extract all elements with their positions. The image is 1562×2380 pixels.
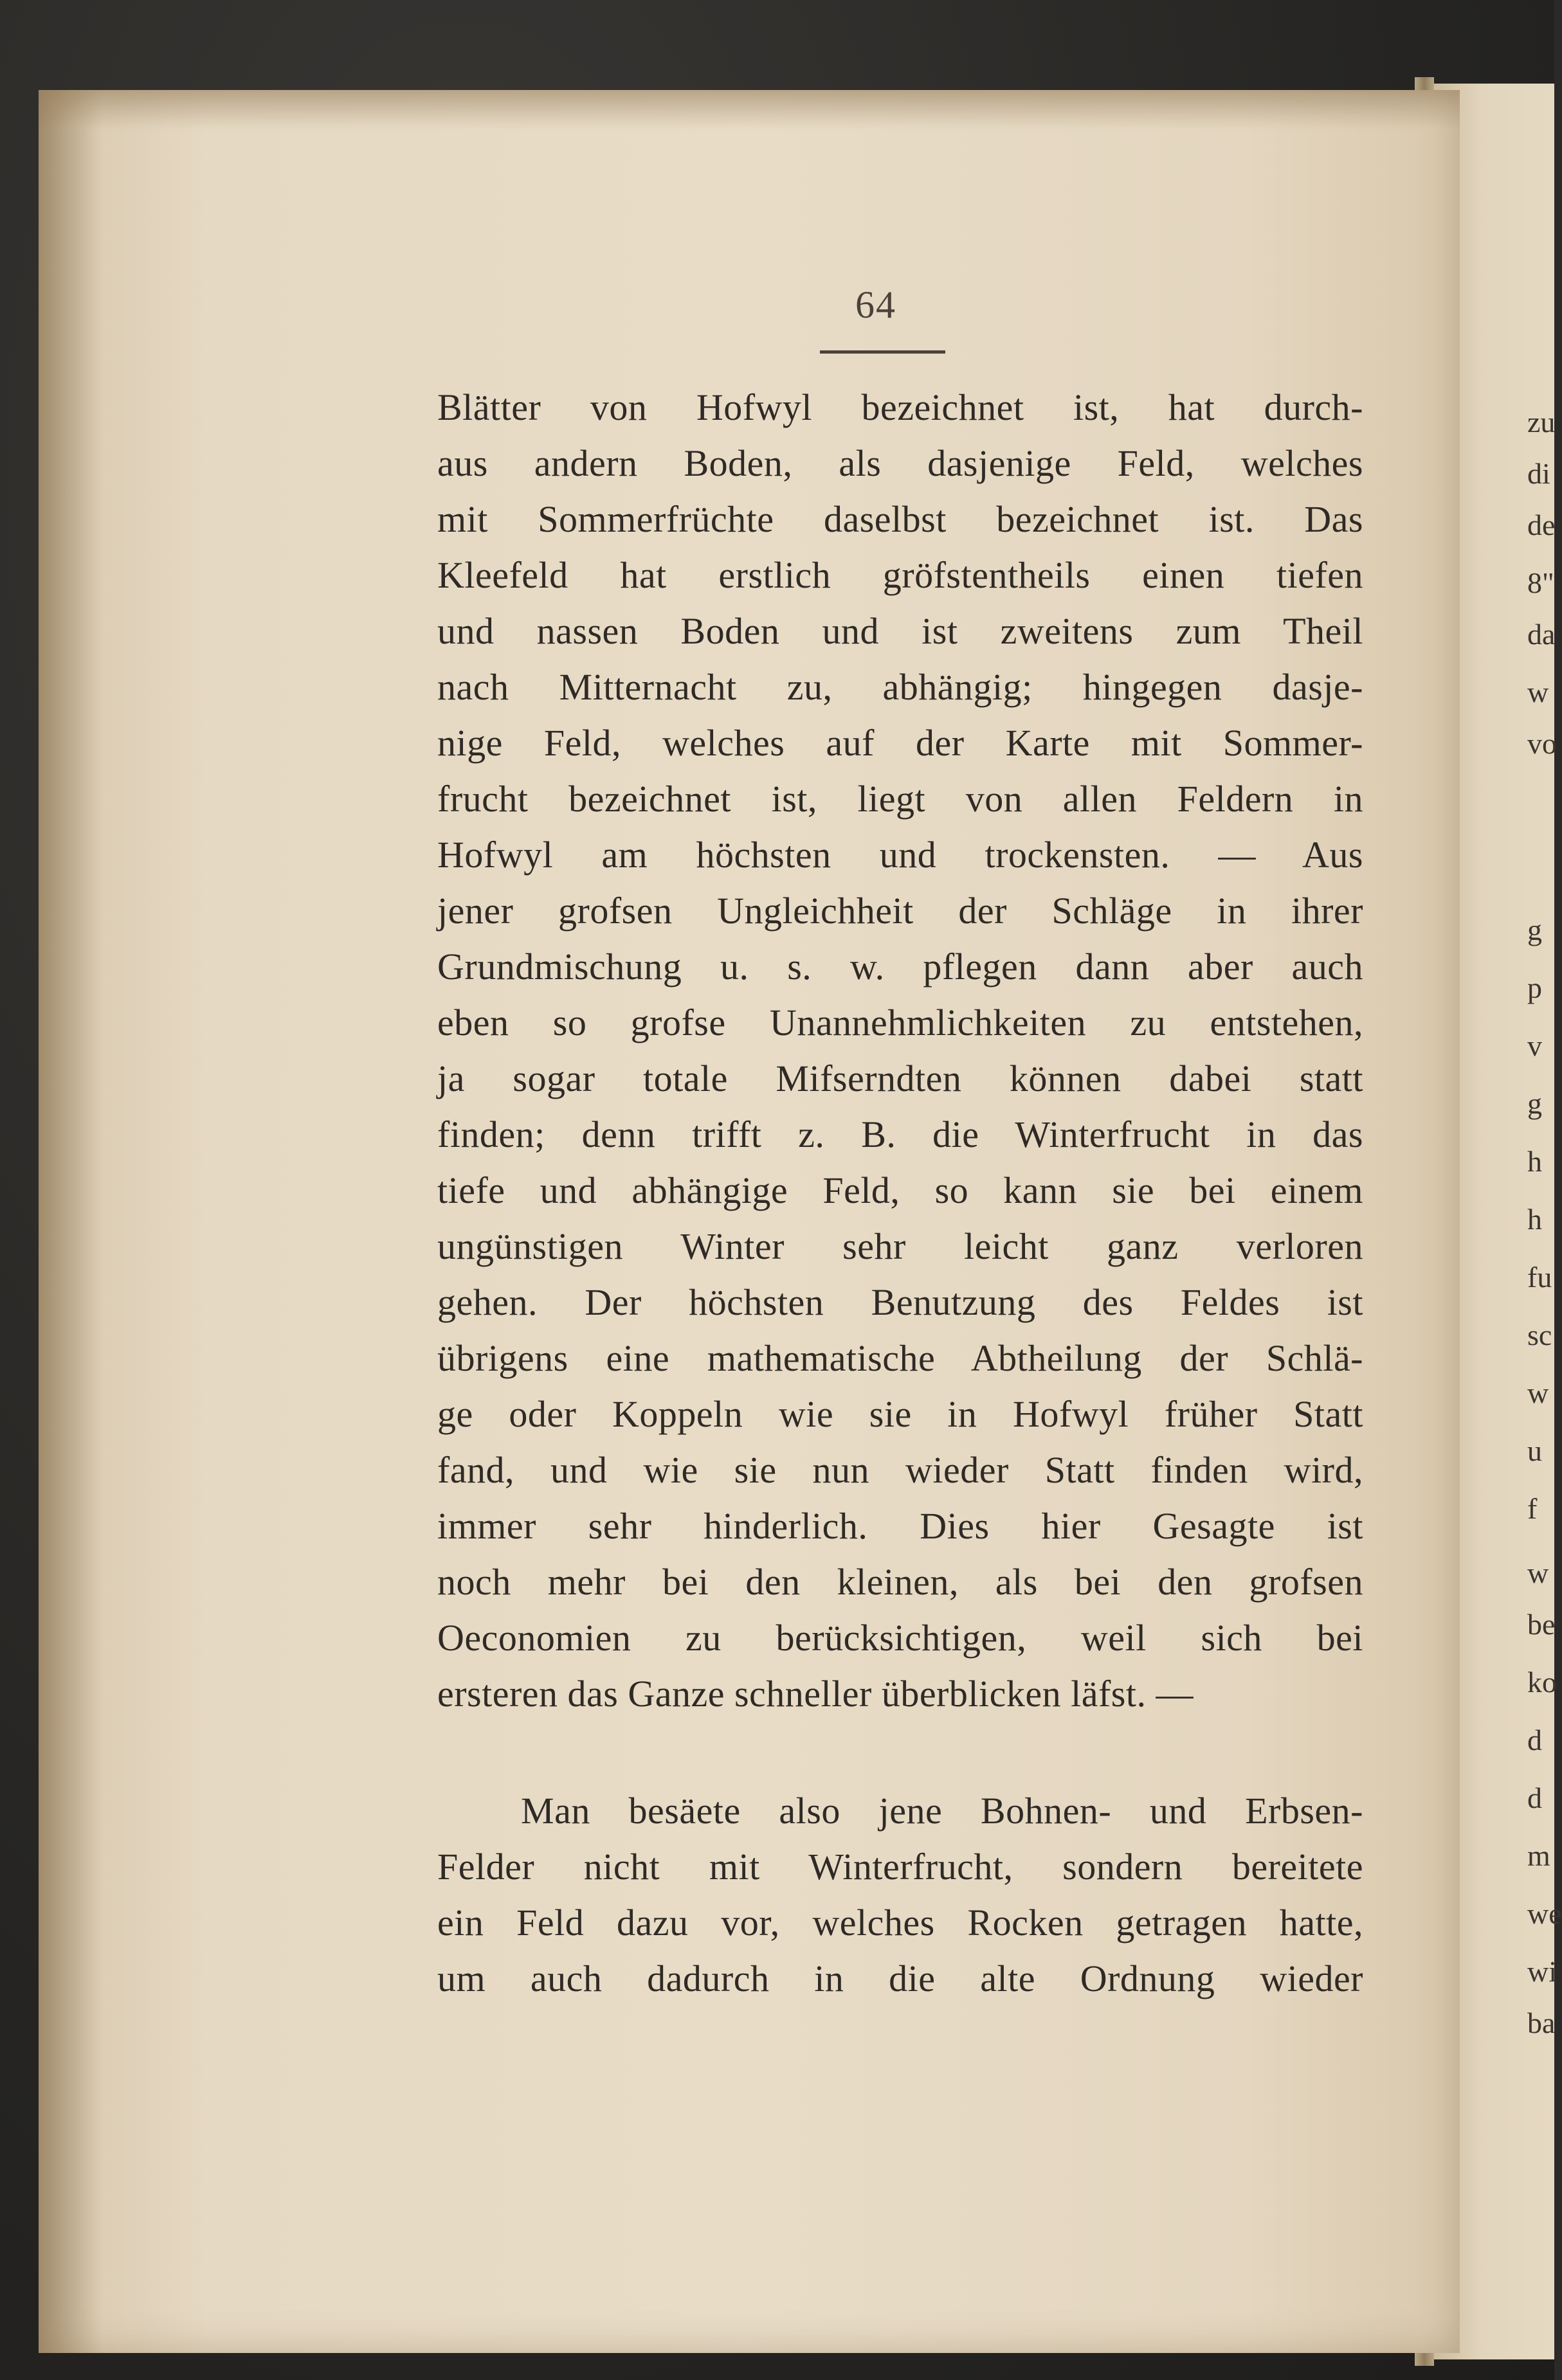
facing-page-fragment: p	[1527, 971, 1542, 1004]
text-line: und nassen Boden und ist zweitens zum Theil	[437, 610, 1363, 652]
facing-page-fragment: m	[1527, 1839, 1550, 1872]
text-line: frucht bezeichnet ist, liegt von allen Feldern in	[437, 778, 1363, 820]
text-line: Blätter von Hofwyl bezeichnet ist, hat durch-	[437, 386, 1363, 428]
text-line: fand, und wie sie nun wieder Statt finden wird,	[437, 1449, 1363, 1491]
text-line: um auch dadurch in die alte Ordnung wieder	[437, 1958, 1363, 1999]
facing-page-fragment: 8"	[1527, 566, 1554, 599]
text-line: nige Feld, welches auf der Karte mit Sommer-	[437, 722, 1363, 764]
text-line: Grundmischung u. s. w. pflegen dann aber auch	[437, 946, 1363, 987]
book-page	[39, 90, 1460, 2353]
facing-page-fragment: w	[1527, 1556, 1549, 1589]
text-line: noch mehr bei den kleinen, als bei den grofsen	[437, 1561, 1363, 1603]
page-number-rule	[820, 350, 945, 354]
facing-page-fragment: h	[1527, 1145, 1542, 1178]
text-line: ersteren das Ganze schneller überblicken läfst. —	[437, 1673, 1194, 1715]
facing-page-fragment: de	[1527, 509, 1556, 541]
page-edge-shadow	[39, 90, 103, 2353]
text-line: ungünstigen Winter sehr leicht ganz verloren	[437, 1225, 1363, 1267]
text-line: tiefe und abhängige Feld, so kann sie bei einem	[437, 1169, 1363, 1211]
facing-page-fragment: w	[1527, 676, 1549, 708]
facing-page-fragment: u	[1527, 1434, 1542, 1467]
text-line: Kleefeld hat erstlich gröfstentheils einen tiefen	[437, 554, 1363, 596]
text-line: Hofwyl am höchsten und trockensten. — Aus	[437, 834, 1363, 876]
facing-page-fragment: g	[1527, 914, 1542, 946]
page-number: 64	[855, 284, 896, 326]
facing-page-fragment: v	[1527, 1029, 1542, 1062]
facing-page-fragment: g	[1527, 1087, 1542, 1120]
facing-page-fragment: ko	[1527, 1666, 1557, 1699]
text-line: Oeconomien zu berücksichtigen, weil sich bei	[437, 1617, 1363, 1659]
text-line: Man besäete also jene Bohnen- und Erbsen-	[521, 1790, 1363, 1832]
facing-page-fragment: da	[1527, 618, 1556, 651]
facing-page-fragment: d	[1527, 1781, 1542, 1814]
text-line: ein Feld dazu vor, welches Rocken getragen hatte,	[437, 1902, 1363, 1943]
text-line: ja sogar totale Mifserndten können dabei statt	[437, 1058, 1363, 1099]
facing-page-fragment: vo	[1527, 727, 1557, 760]
facing-page-fragment: w	[1527, 1376, 1549, 1409]
text-line: eben so grofse Unannehmlichkeiten zu entstehen,	[437, 1002, 1363, 1043]
facing-page-fragment: d	[1527, 1724, 1542, 1756]
facing-page-fragment: we	[1527, 1897, 1562, 1930]
text-line: nach Mitternacht zu, abhängig; hingegen dasje-	[437, 666, 1363, 708]
text-line: Felder nicht mit Winterfrucht, sondern bereitete	[437, 1846, 1363, 1888]
facing-page-fragment: be	[1527, 1608, 1556, 1641]
text-line: gehen. Der höchsten Benutzung des Feldes ist	[437, 1281, 1363, 1323]
text-line: ge oder Koppeln wie sie in Hofwyl früher Statt	[437, 1393, 1363, 1435]
facing-page-fragment: ba	[1527, 2006, 1556, 2039]
text-line: aus andern Boden, als dasjenige Feld, welches	[437, 442, 1363, 484]
page-top-shadow	[39, 90, 1460, 129]
facing-page-fragment: wi	[1527, 1955, 1557, 1988]
facing-page-fragment: di	[1527, 457, 1550, 490]
text-line: finden; denn trifft z. B. die Winterfrucht in das	[437, 1113, 1363, 1155]
text-line: jener grofsen Ungleichheit der Schläge in ihrer	[437, 890, 1363, 932]
text-line: übrigens eine mathematische Abtheilung der Schlä-	[437, 1337, 1363, 1379]
facing-page-fragment: f	[1527, 1492, 1538, 1525]
facing-page-fragment: fu	[1527, 1261, 1552, 1294]
text-line: mit Sommerfrüchte daselbst bezeichnet ist. Das	[437, 498, 1363, 540]
facing-page-fragment: h	[1527, 1203, 1542, 1236]
facing-page-fragment: sc	[1527, 1319, 1552, 1351]
text-line: immer sehr hinderlich. Dies hier Gesagte ist	[437, 1505, 1363, 1547]
facing-page-fragment: zu	[1527, 406, 1556, 438]
